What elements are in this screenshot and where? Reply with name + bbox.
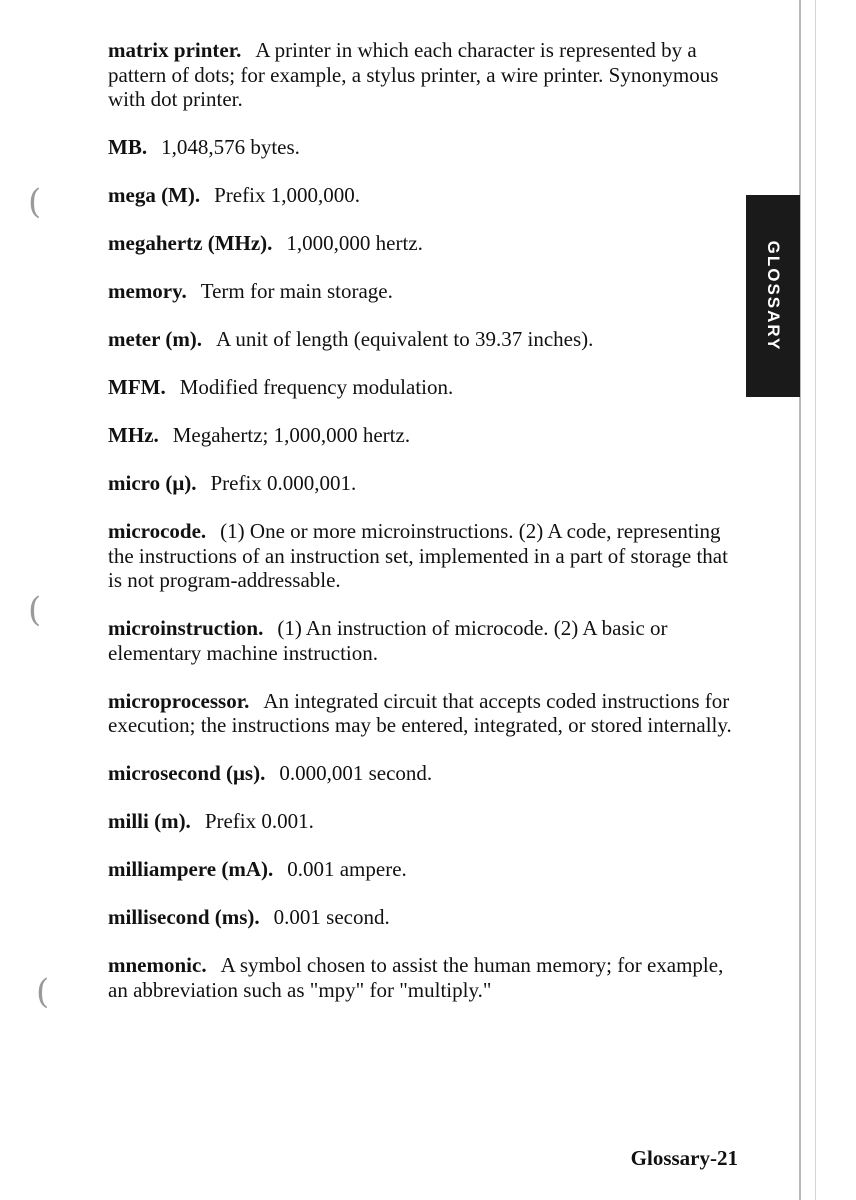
- entry-definition: 1,000,000 hertz.: [286, 231, 423, 255]
- glossary-entry: [108, 857, 738, 882]
- glossary-entry: [108, 616, 738, 665]
- glossary-entry: [108, 327, 738, 352]
- entry-term: microsecond (μs).: [108, 761, 266, 785]
- entry-term: MB.: [108, 135, 148, 159]
- entry-term: MFM.: [108, 375, 166, 399]
- entry-definition: Prefix 0.000,001.: [210, 471, 357, 495]
- entry-definition: A unit of length (equivalent to 39.37 inches).: [216, 327, 594, 351]
- glossary-section-tab: [746, 195, 800, 397]
- binding-hole-mark: (: [28, 590, 42, 630]
- binding-hole-mark: (: [36, 972, 50, 1012]
- glossary-tab-label: GLOSSARY: [764, 240, 783, 352]
- glossary-entry: [108, 809, 738, 834]
- entry-term: microcode.: [108, 519, 207, 543]
- glossary-entry: [108, 905, 738, 930]
- entry-definition: A printer in which each character is represented by a pattern of dots; for example, a stylus printer, a wire printer. Synonymous with dot printer.: [108, 38, 719, 111]
- entry-definition: (1) One or more microinstructions. (2) A code, representing the instructions of an instruction set, implemented in a part of storage that is not program-addressable.: [108, 519, 728, 592]
- entry-term: meter (m).: [108, 327, 203, 351]
- entry-definition: 0.001 ampere.: [287, 857, 407, 881]
- entry-definition: 0.000,001 second.: [279, 761, 433, 785]
- entry-term: milli (m).: [108, 809, 191, 833]
- glossary-entry: [108, 231, 738, 256]
- entry-term: microprocessor.: [108, 688, 250, 713]
- entry-definition: Term for main storage.: [200, 279, 393, 303]
- entry-definition: Megahertz; 1,000,000 hertz.: [172, 423, 411, 447]
- entry-term: megahertz (MHz).: [108, 231, 273, 255]
- glossary-entry: [108, 38, 738, 112]
- entry-term: micro (μ).: [108, 471, 197, 495]
- entry-definition: Prefix 0.001.: [204, 809, 314, 833]
- glossary-entry: [108, 375, 738, 400]
- entry-term: mnemonic.: [108, 953, 207, 977]
- entry-definition: Prefix 1,000,000.: [214, 183, 360, 207]
- entry-term: millisecond (ms).: [108, 905, 260, 929]
- binding-hole-mark: (: [28, 182, 42, 222]
- glossary-entry: [108, 953, 738, 1002]
- glossary-entry: [108, 471, 738, 496]
- entry-term: milliampere (mA).: [108, 857, 274, 881]
- glossary-entry: [108, 519, 738, 593]
- glossary-entry: [108, 183, 738, 208]
- page-number: Glossary-21: [630, 1146, 738, 1170]
- glossary-entry: [108, 135, 738, 160]
- entry-term: memory.: [108, 279, 187, 303]
- page-edge-line: [815, 0, 816, 1200]
- entry-definition: (1) An instruction of microcode. (2) A basic or elementary machine instruction.: [108, 616, 668, 665]
- entry-term: MHz.: [108, 423, 159, 447]
- entry-term: matrix printer.: [108, 38, 242, 62]
- glossary-entry: [108, 279, 738, 304]
- glossary-entries: [108, 38, 738, 1026]
- entry-term: microinstruction.: [108, 616, 264, 640]
- glossary-entry: [108, 761, 738, 786]
- entry-definition: 1,048,576 bytes.: [161, 135, 300, 159]
- entry-definition: 0.001 second.: [273, 905, 390, 929]
- page-edge-shadow: [799, 0, 801, 1200]
- glossary-entry: [108, 689, 738, 738]
- entry-definition: An integrated circuit that accepts coded instructions for execution; the instructions may be entered, integrated, or stored internally.: [108, 688, 732, 737]
- entry-definition: Modified frequency modulation.: [179, 375, 454, 399]
- entry-definition: A symbol chosen to assist the human memory; for example, an abbreviation such as "mpy" for "multiply.": [108, 953, 724, 1002]
- entry-term: mega (M).: [108, 183, 201, 207]
- glossary-entry: [108, 423, 738, 448]
